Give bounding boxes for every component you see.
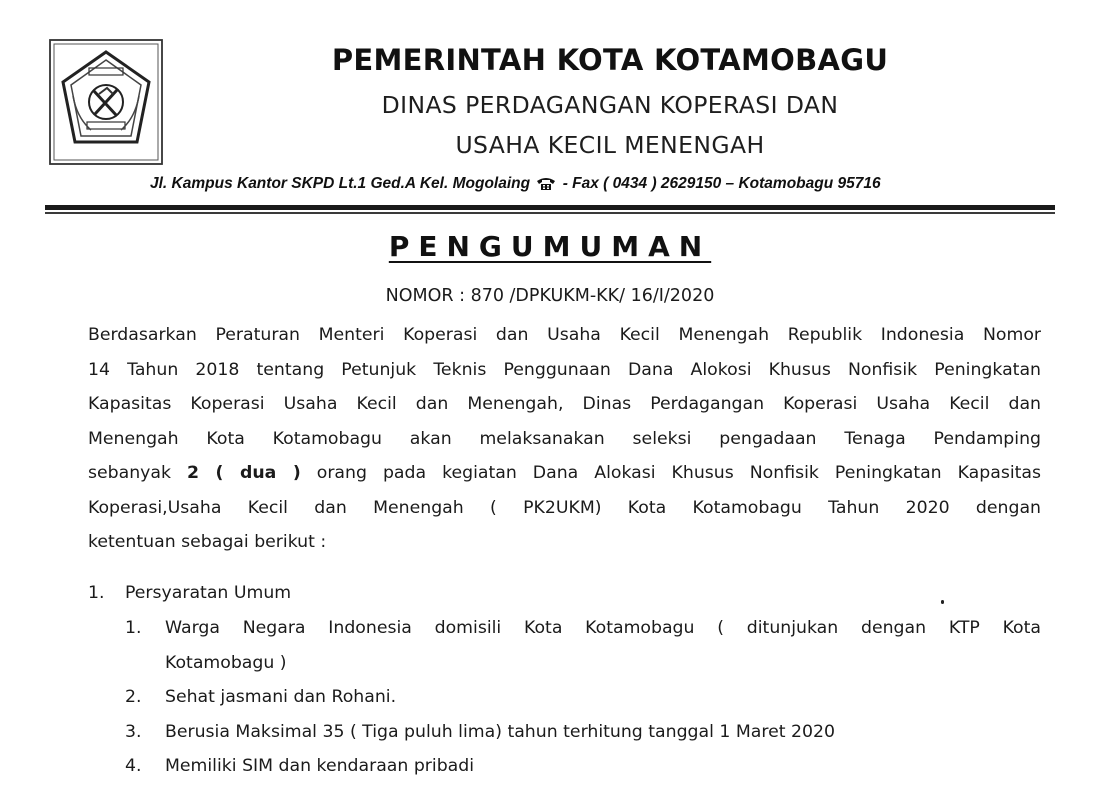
- intro-line: sebanyak 2 ( dua ) orang pada kegiatan Dana Alokasi Khusus Nonfisik Peningkatan Kapasitas: [88, 463, 1041, 483]
- fax-text: - Fax ( 0434 ) 2629150 – Kotamobagu 95716: [562, 175, 881, 192]
- intro-line: 14 Tahun 2018 tentang Petunjuk Teknis Penggunaan Dana Alokosi Khusus Nonfisik Peningkatan: [88, 359, 1041, 380]
- intro-line: Berdasarkan Peraturan Menteri Koperasi dan Usaha Kecil Menengah Republik Indonesia Nomor: [88, 325, 1041, 345]
- telephone-icon: [536, 176, 556, 196]
- list-item: 4. Memiliki SIM dan kendaraan pribadi: [125, 756, 475, 776]
- government-name: PEMERINTAH KOTA KOTAMOBAGU: [331, 43, 889, 77]
- section-title: Persyaratan Umum: [125, 583, 292, 603]
- requirements-heading: [88, 576, 291, 611]
- list-item: 3. Berusia Maksimal 35 ( Tiga puluh lima) tahun terhitung tanggal 1 Maret 2020: [125, 721, 836, 742]
- personnel-count: 2 ( dua ): [186, 463, 301, 483]
- intro-line: Kapasitas Koperasi Usaha Kecil dan Menengah, Dinas Perdagangan Koperasi Usaha Kecil dan: [88, 394, 1041, 414]
- list-item: 1. Warga Negara Indonesia domisili Kota Kotamobagu ( ditunjukan dengan KTP Kota: [125, 618, 1041, 638]
- intro-line: Menengah Kota Kotamobagu akan melaksanakan seleksi pengadaan Tenaga Pendamping: [88, 428, 1041, 449]
- kotamobagu-emblem-icon: [47, 38, 165, 168]
- letterhead-divider-thin: [45, 212, 1055, 214]
- announcement-number: NOMOR : 870 /DPKUKM-KK/ 16/I/2020: [385, 286, 715, 306]
- intro-paragraph: [88, 318, 1041, 560]
- announcement-title: PENGUMUMAN: [388, 230, 712, 263]
- address-text: Jl. Kampus Kantor SKPD Lt.1 Ged.A Kel. Mogolaing: [150, 175, 531, 192]
- list-item: 2. Sehat jasmani dan Rohani.: [125, 687, 397, 707]
- department-name-line1: DINAS PERDAGANGAN KOPERASI DAN: [381, 91, 839, 119]
- requirements-list: [125, 611, 1041, 784]
- intro-line: Koperasi,Usaha Kecil dan Menengah ( PK2UKM) Kota Kotamobagu Tahun 2020 dengan: [88, 497, 1041, 518]
- letterhead-divider-thick: [45, 205, 1055, 210]
- section-number: 1.: [88, 583, 105, 603]
- scan-speck: [941, 600, 944, 604]
- list-item-continuation: Kotamobagu ): [165, 652, 287, 673]
- office-address: [150, 175, 980, 196]
- intro-line: ketentuan sebagai berikut :: [88, 532, 327, 552]
- department-name-line2: USAHA KECIL MENENGAH: [455, 131, 765, 159]
